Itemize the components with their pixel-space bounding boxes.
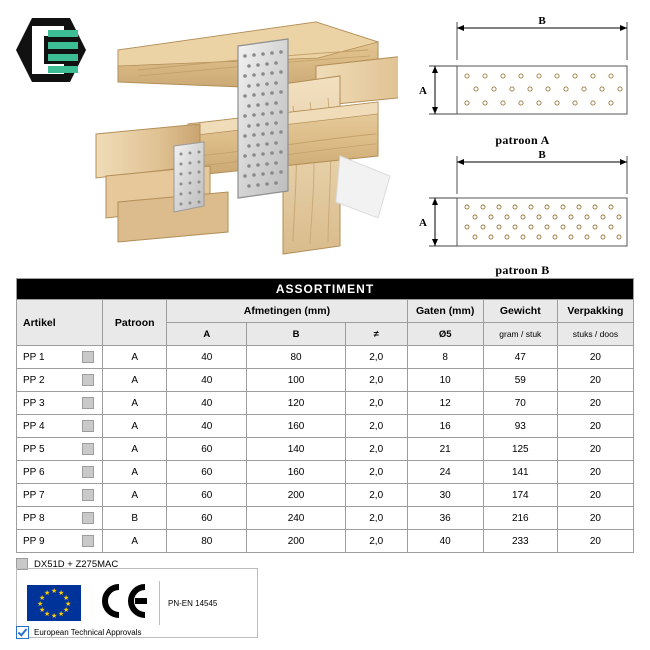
- cell-artikel: PP 8: [17, 507, 103, 530]
- table-row: [17, 438, 634, 461]
- cell-patroon: A: [103, 346, 167, 369]
- cell-gaten: 12: [407, 392, 483, 415]
- table-row: [17, 346, 634, 369]
- ce-mark-icon: [95, 581, 149, 626]
- cell-a: 60: [167, 484, 247, 507]
- pattern-a-caption: patroon A: [495, 133, 550, 147]
- table-row: [17, 392, 634, 415]
- table-row: [17, 461, 634, 484]
- cell-gewicht: 47: [483, 346, 557, 369]
- cell-b: 200: [247, 484, 345, 507]
- cell-verpakking: 20: [557, 461, 633, 484]
- eu-flag-icon: ★ ★ ★ ★ ★ ★ ★ ★ ★ ★ ★ ★: [27, 585, 81, 621]
- cell-verpakking: 20: [557, 530, 633, 553]
- table-row: [17, 415, 634, 438]
- cell-artikel: PP 5: [17, 438, 103, 461]
- legend-label: DX51D + Z275MAC: [34, 558, 119, 570]
- cell-verpakking: 20: [557, 484, 633, 507]
- top-section: [0, 0, 650, 277]
- cell-artikel: PP 7: [17, 484, 103, 507]
- cell-thickness: 2,0: [345, 415, 407, 438]
- cell-gewicht: 93: [483, 415, 557, 438]
- cell-verpakking: 20: [557, 392, 633, 415]
- cell-b: 140: [247, 438, 345, 461]
- cell-artikel: PP 3: [17, 392, 103, 415]
- cell-a: 60: [167, 438, 247, 461]
- norm-label: PN-EN 14545: [159, 581, 217, 625]
- cell-b: 120: [247, 392, 345, 415]
- cell-a: 60: [167, 461, 247, 484]
- material-swatch-icon: [82, 466, 94, 478]
- cell-patroon: A: [103, 369, 167, 392]
- header-dim-b: B: [247, 323, 345, 346]
- pattern-a-diagram: [405, 14, 640, 147]
- cell-b: 80: [247, 346, 345, 369]
- cell-gaten: 21: [407, 438, 483, 461]
- cell-artikel: PP 1: [17, 346, 103, 369]
- table-body: [17, 346, 634, 553]
- cell-patroon: A: [103, 415, 167, 438]
- cell-gewicht: 125: [483, 438, 557, 461]
- table-header-row-1: [17, 300, 634, 323]
- table-row: [17, 484, 634, 507]
- assortment-table: [16, 278, 634, 553]
- header-verpakking-unit: stuks / doos: [557, 323, 633, 346]
- material-swatch-icon: [82, 351, 94, 363]
- assortment-table-wrapper: [16, 278, 634, 570]
- cell-thickness: 2,0: [345, 507, 407, 530]
- cell-verpakking: 20: [557, 346, 633, 369]
- header-patroon: Patroon: [103, 300, 167, 346]
- cell-artikel: PP 9: [17, 530, 103, 553]
- cell-thickness: 2,0: [345, 392, 407, 415]
- pattern-b-caption: patroon B: [495, 263, 550, 277]
- cell-gewicht: 70: [483, 392, 557, 415]
- cell-artikel: PP 4: [17, 415, 103, 438]
- cell-verpakking: 20: [557, 415, 633, 438]
- svg-text:A: A: [419, 217, 427, 229]
- svg-text:A: A: [419, 85, 427, 97]
- cell-patroon: A: [103, 438, 167, 461]
- table-title-row: [17, 279, 634, 300]
- header-afmetingen: Afmetingen (mm): [167, 300, 407, 323]
- cell-b: 200: [247, 530, 345, 553]
- cell-gaten: 24: [407, 461, 483, 484]
- cell-a: 60: [167, 507, 247, 530]
- material-swatch-icon: [82, 374, 94, 386]
- cell-patroon: A: [103, 530, 167, 553]
- cell-a: 40: [167, 415, 247, 438]
- cell-thickness: 2,0: [345, 438, 407, 461]
- cell-patroon: B: [103, 507, 167, 530]
- cell-artikel: PP 2: [17, 369, 103, 392]
- cell-verpakking: 20: [557, 369, 633, 392]
- material-swatch-icon: [82, 420, 94, 432]
- eta-label: European Technical Approvals: [34, 628, 142, 637]
- table-title: ASSORTIMENT: [17, 279, 634, 300]
- svg-text:B: B: [538, 15, 546, 27]
- table-row: [17, 530, 634, 553]
- material-swatch-icon: [82, 443, 94, 455]
- svg-text:B: B: [538, 149, 546, 161]
- cell-gaten: 8: [407, 346, 483, 369]
- cell-a: 40: [167, 369, 247, 392]
- cell-gaten: 36: [407, 507, 483, 530]
- header-thickness: ≠: [345, 323, 407, 346]
- cell-b: 100: [247, 369, 345, 392]
- check-icon: [16, 626, 29, 639]
- cell-a: 40: [167, 392, 247, 415]
- cell-gaten: 30: [407, 484, 483, 507]
- cell-gewicht: 216: [483, 507, 557, 530]
- cell-thickness: 2,0: [345, 461, 407, 484]
- product-illustration: [78, 6, 398, 256]
- material-swatch-icon: [82, 397, 94, 409]
- table-row: [17, 369, 634, 392]
- cell-b: 240: [247, 507, 345, 530]
- material-swatch-icon: [82, 512, 94, 524]
- cell-gewicht: 233: [483, 530, 557, 553]
- cell-gewicht: 174: [483, 484, 557, 507]
- cell-gaten: 10: [407, 369, 483, 392]
- cell-b: 160: [247, 415, 345, 438]
- cell-verpakking: 20: [557, 507, 633, 530]
- material-swatch-icon: [82, 489, 94, 501]
- header-gaten-diameter: Ø5: [407, 323, 483, 346]
- pattern-b-diagram: [405, 148, 640, 276]
- header-dim-a: A: [167, 323, 247, 346]
- cell-gewicht: 141: [483, 461, 557, 484]
- cell-a: 80: [167, 530, 247, 553]
- cell-gaten: 16: [407, 415, 483, 438]
- header-gewicht-unit: gram / stuk: [483, 323, 557, 346]
- cell-thickness: 2,0: [345, 484, 407, 507]
- table-row: [17, 507, 634, 530]
- cell-artikel: PP 6: [17, 461, 103, 484]
- cell-gaten: 40: [407, 530, 483, 553]
- cell-patroon: A: [103, 392, 167, 415]
- cell-gewicht: 59: [483, 369, 557, 392]
- cell-a: 40: [167, 346, 247, 369]
- header-verpakking: Verpakking: [557, 300, 633, 323]
- cell-patroon: A: [103, 484, 167, 507]
- cell-thickness: 2,0: [345, 346, 407, 369]
- header-gaten: Gaten (mm): [407, 300, 483, 323]
- cell-thickness: 2,0: [345, 369, 407, 392]
- header-artikel: Artikel: [17, 300, 103, 346]
- cell-b: 160: [247, 461, 345, 484]
- cell-patroon: A: [103, 461, 167, 484]
- cell-thickness: 2,0: [345, 530, 407, 553]
- cell-verpakking: 20: [557, 438, 633, 461]
- material-swatch-icon: [82, 535, 94, 547]
- header-gewicht: Gewicht: [483, 300, 557, 323]
- hexagon-logo: [14, 14, 86, 86]
- eta-approval: [16, 626, 256, 639]
